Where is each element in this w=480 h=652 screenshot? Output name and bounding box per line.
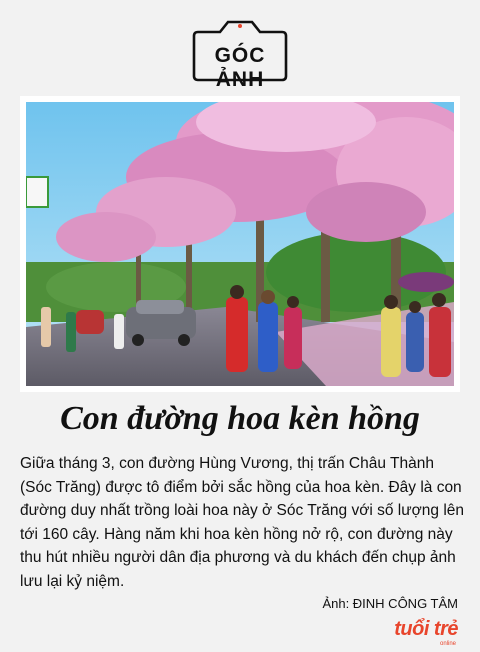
photo-credit: Ảnh: ĐINH CÔNG TÂM [322,596,458,611]
logo-text: GÓC ẢNH [214,44,266,91]
street-photo [26,102,454,386]
photo-illustration [26,102,454,386]
brand-sub: online [439,641,456,647]
article-body: Giữa tháng 3, con đường Hùng Vương, thị trấn Châu Thành (Sóc Trăng) được tô điểm bởi sắc hồng của hoa kèn. Đây là con đường duy nhất trồng loài hoa này ở Sóc Trăng với số lượng lên tới 160 cây. Hàng năm khi hoa kèn hồng nở rộ, con đường này thu hút nhiều người dân địa phương và du khách đến chụp ảnh lưu lại kỷ niệm. [20,455,464,590]
goc-anh-logo [190,14,290,91]
brand-logo: tuổi trẻ [394,618,458,640]
photo-frame [20,96,460,392]
article-title: Con đường hoa kèn hồng [60,400,420,437]
